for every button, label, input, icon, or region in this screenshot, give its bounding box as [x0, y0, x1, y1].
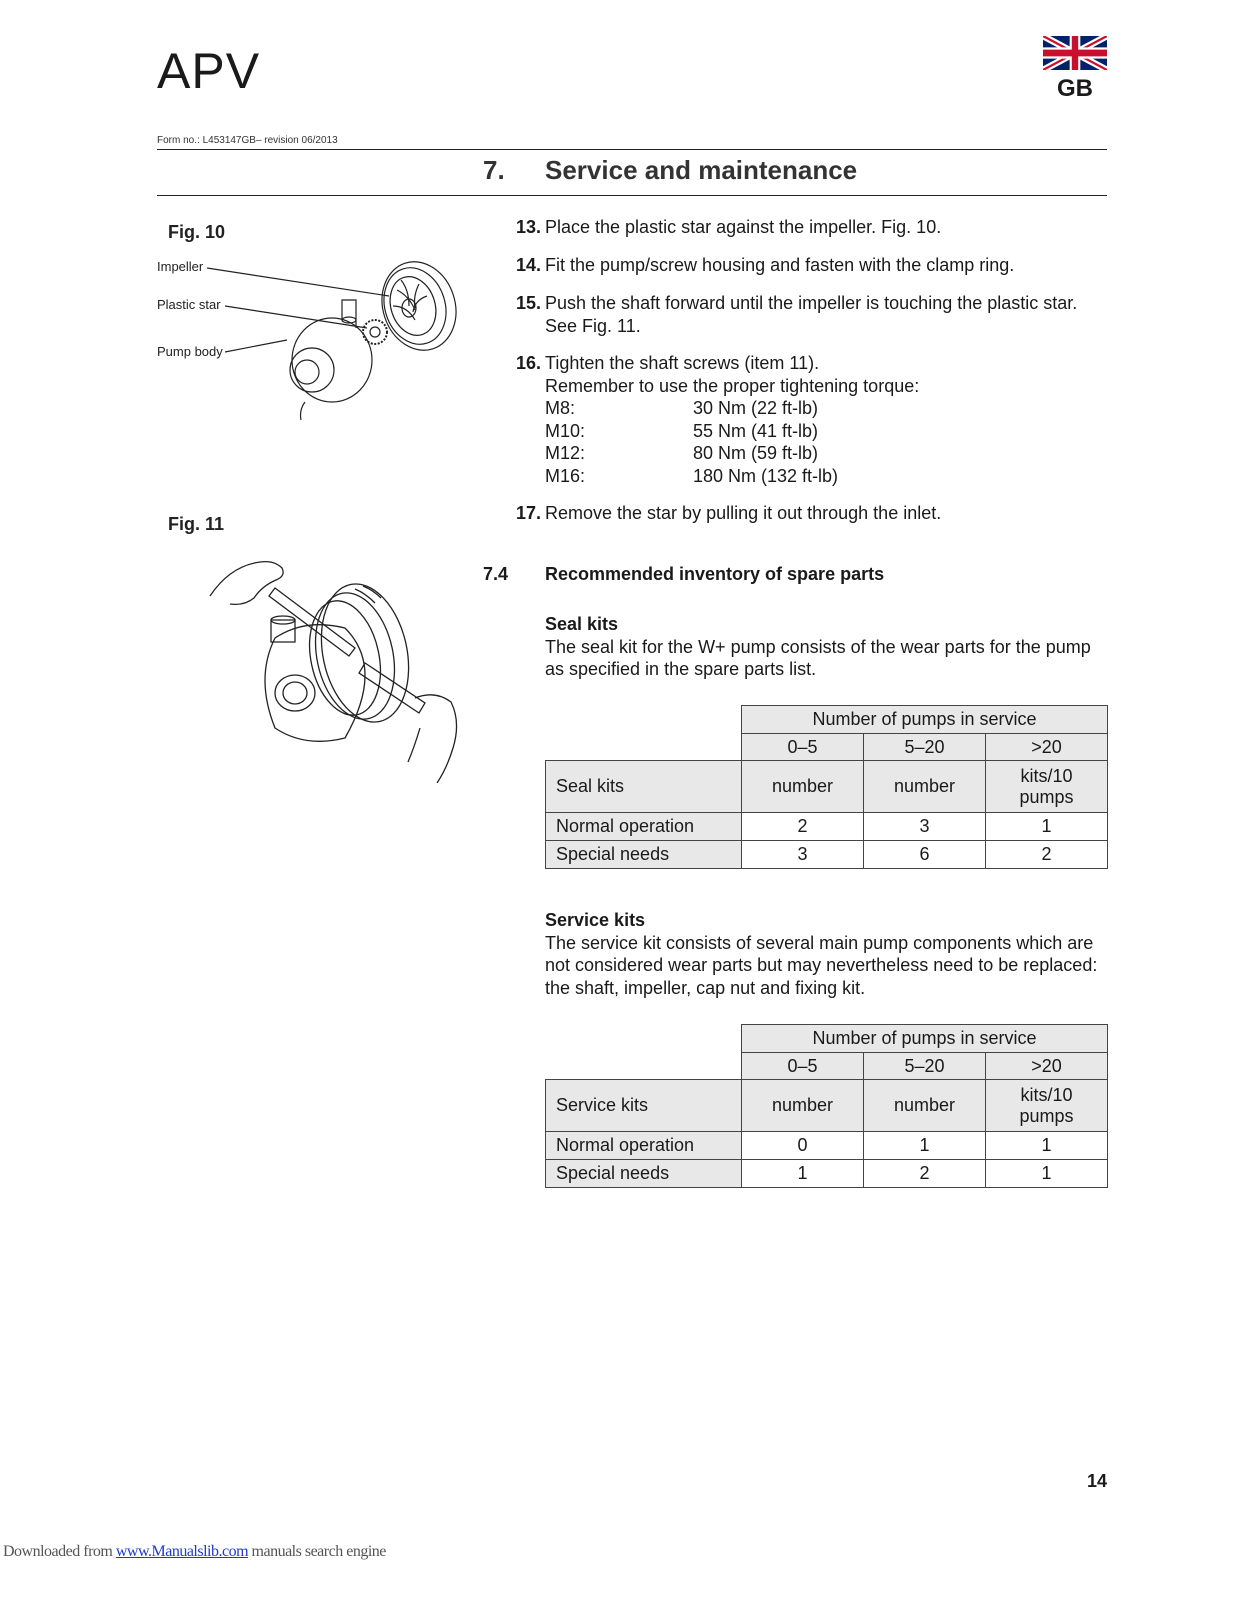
manualslib-link[interactable]: www.Manualslib.com [115, 1543, 249, 1560]
torque-row [545, 420, 1109, 443]
table-group-header: Number of pumps in service [742, 1025, 1108, 1053]
table-corner [546, 1053, 742, 1080]
brand-logo-text: APV [157, 43, 261, 99]
table-cell: 1 [742, 1160, 864, 1188]
seal-kits-table [545, 705, 1108, 869]
table-unit-label: Seal kits [546, 761, 742, 813]
table-unit-cell: kits/10 pumps [986, 1080, 1108, 1132]
step-text-block [545, 352, 1109, 487]
section-title: Service and maintenance [545, 155, 858, 185]
service-kits-heading: Service kits [545, 910, 646, 930]
language-code: GB [1057, 75, 1093, 102]
table-cell: 1 [986, 1132, 1108, 1160]
step-text: Fit the pump/screw housing and fasten with the clamp ring. [545, 255, 1015, 275]
table-column-header: >20 [986, 734, 1108, 761]
seal-kits-body: The seal kit for the W+ pump consists of the wear parts for the pump as specified in the spare parts list. [545, 636, 1091, 679]
table-group-header: Number of pumps in service [742, 706, 1108, 734]
step-number: 14. [515, 255, 541, 275]
step-number: 17. [515, 503, 541, 523]
table-cell: 2 [986, 841, 1108, 869]
table-unit-cell: number [742, 1080, 864, 1132]
torque-row [545, 442, 1109, 465]
table-corner [546, 734, 742, 761]
table-cell: 1 [864, 1132, 986, 1160]
service-kits-body: The service kit consists of several main pump components which are not considered wear parts but may nevertheless need to be replaced: the shaft, impeller, cap nut and fixing kit. [545, 932, 1098, 998]
table-unit-cell: number [742, 761, 864, 813]
form-number: Form no.: L453147GB– revision 06/2013 [157, 135, 338, 146]
table-cell: 2 [864, 1160, 986, 1188]
service-kits-table [545, 1024, 1108, 1188]
step-text-continued: See Fig. 11. [545, 315, 641, 336]
table-cell: 1 [986, 813, 1108, 841]
table-corner [546, 1025, 742, 1053]
section-number: 7. [483, 155, 505, 185]
table-cell: 6 [864, 841, 986, 869]
fig10-label: Fig. 10 [168, 222, 226, 242]
footer-prefix: Downloaded from [3, 1543, 116, 1560]
subsection-number: 7.4 [483, 564, 509, 584]
table-row-label: Normal operation [546, 813, 742, 841]
uk-flag-icon [1043, 36, 1107, 70]
table-cell: 0 [742, 1132, 864, 1160]
step-number: 16. [515, 353, 541, 373]
torque-value: 180 Nm (132 ft-lb) [693, 465, 839, 486]
table-cell: 3 [864, 813, 986, 841]
torque-value: 80 Nm (59 ft-lb) [693, 443, 819, 463]
table-unit-label: Service kits [546, 1080, 742, 1132]
torque-row [545, 465, 1109, 488]
page-number: 14 [1087, 1471, 1108, 1491]
service-kits-block [545, 909, 1105, 999]
table-unit-cell: kits/10 pumps [986, 761, 1108, 813]
table-corner [546, 706, 742, 734]
table-cell: 2 [742, 813, 864, 841]
table-column-header: 0–5 [742, 1053, 864, 1080]
torque-size: M8: [545, 398, 576, 418]
step-text-continued: Remember to use the proper tightening torque: [545, 375, 920, 396]
torque-row [545, 397, 1109, 420]
callout-impeller: Impeller [157, 259, 204, 274]
fig11-label: Fig. 11 [168, 514, 225, 534]
download-footer [3, 1543, 386, 1561]
step-text: Remove the star by pulling it out through the inlet. [545, 503, 942, 523]
seal-kits-heading: Seal kits [545, 614, 619, 634]
table-cell: 1 [986, 1160, 1108, 1188]
torque-size: M16: [545, 465, 586, 486]
table-row-label: Normal operation [546, 1132, 742, 1160]
table-column-header: 5–20 [864, 734, 986, 761]
torque-value: 55 Nm (41 ft-lb) [693, 420, 819, 441]
header-rule-top [157, 149, 1107, 150]
step-text-block [545, 292, 1109, 337]
footer-suffix: manuals search engine [248, 1543, 386, 1560]
table-unit-cell: number [864, 1080, 986, 1132]
step-number: 13. [515, 217, 541, 237]
header-rule-bottom [157, 195, 1107, 196]
table-row-label: Special needs [546, 1160, 742, 1188]
subsection-title: Recommended inventory of spare parts [545, 564, 885, 584]
fig10-pump-illustration [157, 250, 477, 420]
fig11-assembly-illustration [205, 558, 475, 783]
table-column-header: 5–20 [864, 1053, 986, 1080]
table-column-header: 0–5 [742, 734, 864, 761]
table-column-header: >20 [986, 1053, 1108, 1080]
torque-value: 30 Nm (22 ft-lb) [693, 398, 819, 418]
table-cell: 3 [742, 841, 864, 869]
table-unit-cell: number [864, 761, 986, 813]
callout-pump-body: Pump body [157, 344, 223, 359]
step-text: Push the shaft forward until the impeller is touching the plastic star. [545, 293, 1078, 313]
torque-size: M12: [545, 443, 586, 463]
step-text: Tighten the shaft screws (item 11). [545, 353, 820, 373]
step-number: 15. [515, 293, 541, 313]
table-row-label: Special needs [546, 841, 742, 869]
seal-kits-block [545, 613, 1105, 681]
callout-plastic-star: Plastic star [157, 297, 221, 312]
torque-size: M10: [545, 420, 586, 441]
step-text: Place the plastic star against the impeller. Fig. 10. [545, 217, 942, 237]
